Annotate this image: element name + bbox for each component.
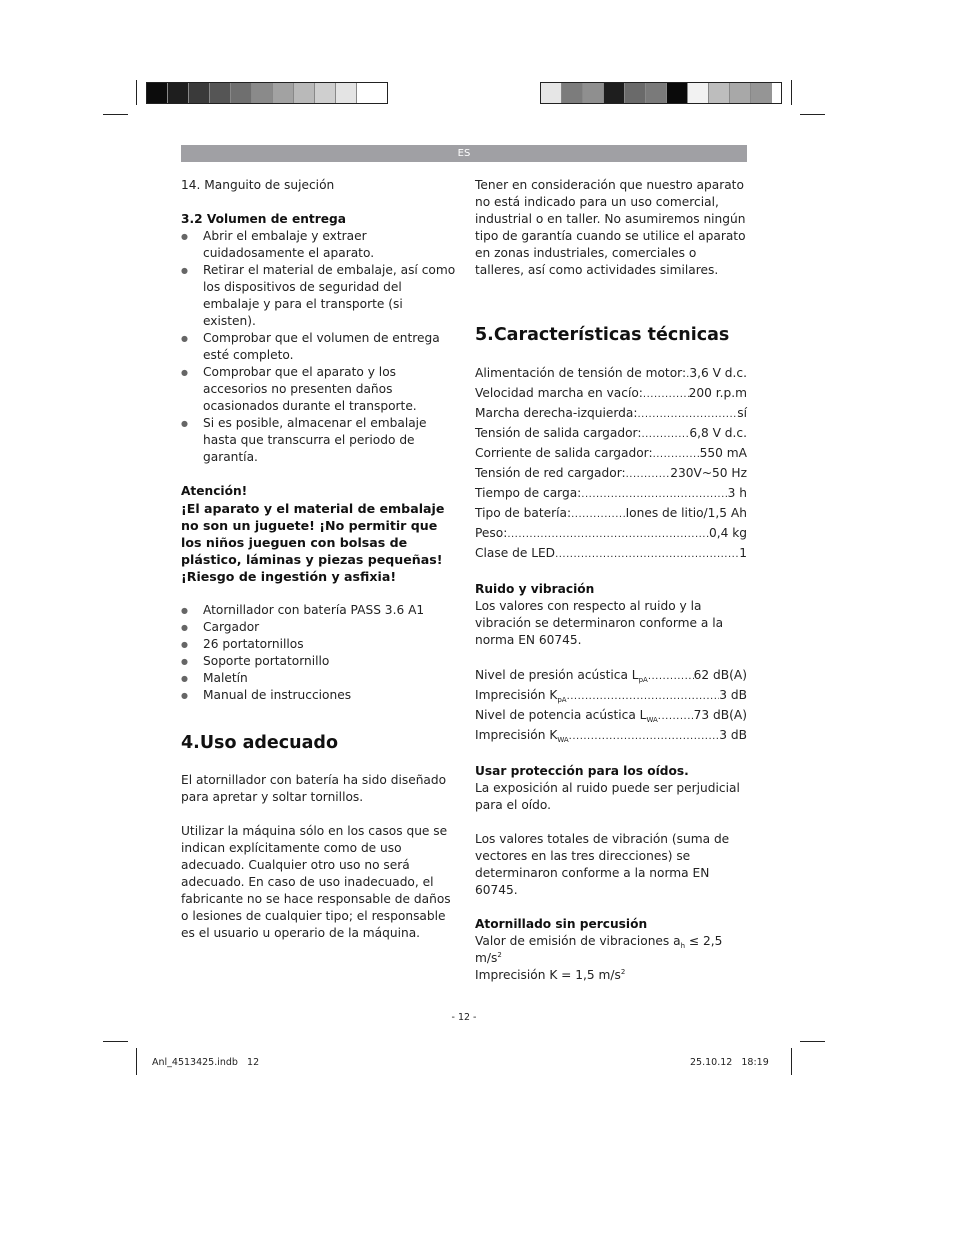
list-item: ● Manual de instrucciones	[181, 687, 456, 704]
crop-mark	[791, 80, 792, 105]
list-item: ● Soporte portatornillo	[181, 653, 456, 670]
noise-row	[475, 706, 747, 726]
color-swatch	[273, 83, 294, 103]
spec-value: 0,4 kg	[708, 526, 747, 540]
spec-label: Peso:	[475, 526, 508, 540]
spec-value: 230V~50 Hz	[670, 466, 747, 480]
color-swatch	[688, 83, 709, 103]
noise-text: Los valores con respecto al ruido y la vibración se determinaron conforme a la norma EN 60745.	[475, 599, 724, 647]
crop-mark	[800, 1041, 825, 1042]
noise-label: Nivel de potencia acústica $L_{WA}$	[475, 708, 658, 724]
crop-mark	[103, 1041, 128, 1042]
crop-mark	[791, 1048, 792, 1075]
spec-row	[475, 544, 747, 564]
spec-label: Clase de LED	[475, 546, 556, 560]
leader-dots	[507, 524, 709, 544]
list-item: ● Cargador	[181, 619, 456, 636]
spec-row	[475, 484, 747, 504]
color-swatch	[625, 83, 646, 103]
delivery-steps-list	[181, 228, 456, 466]
vibration-text: Los valores totales de vibración (suma de vectores en las tres direcciones) se determinaron conforme a la norma EN 60745.	[475, 832, 730, 897]
contents-list	[181, 602, 456, 704]
ear-protection-text: La exposición al ruido puede ser perjudicial para el oído.	[475, 781, 740, 812]
section-4-paragraph-1: El atornillador con batería ha sido diseñado para apretar y soltar tornillos.	[181, 773, 447, 804]
attention-title: Atención!	[181, 484, 248, 498]
section-5-title: 5.Características técnicas	[475, 325, 730, 345]
uncertainty-value: Imprecisión K = 1,5 $m/s^2$	[475, 968, 626, 982]
spec-label: Corriente de salida cargador:	[475, 446, 653, 460]
crop-mark	[800, 114, 825, 115]
spec-label: Alimentación de tensión de motor:	[475, 366, 687, 380]
color-bar-right	[540, 82, 782, 104]
color-swatch	[730, 83, 751, 103]
noise-value: 3 dB	[719, 688, 747, 702]
spec-value: 3,6 V d.c.	[689, 366, 747, 380]
spec-value: 200 r.p.m	[688, 386, 747, 400]
spec-label: Tensión de salida cargador:	[475, 426, 642, 440]
color-bar-left	[146, 82, 388, 104]
color-swatch	[294, 83, 315, 103]
commercial-use-note: Tener en consideración que nuestro aparato no está indicado para un uso comercial, industrial o en taller. No asumiremos ningún tipo de garantía cuando se utilice el aparato en zonas industriales, comerciales o talleres, así como actividades similares.	[475, 178, 746, 277]
color-swatch	[357, 83, 378, 103]
color-swatch	[315, 83, 336, 103]
spec-label: Velocidad marcha en vacío:	[475, 386, 643, 400]
noise-title: Ruido y vibración	[475, 582, 595, 596]
color-swatch	[336, 83, 357, 103]
color-swatch	[646, 83, 667, 103]
spec-row	[475, 524, 747, 544]
crop-mark	[103, 114, 128, 115]
spec-value: 6,8 V d.c.	[689, 426, 747, 440]
noise-label: Nivel de presión acústica $L_{pA}$	[475, 668, 648, 684]
section-4-paragraph-2: Utilizar la máquina sólo en los casos que se indican explícitamente como de uso adecuado. Cualquier otro uso no será adecuado. En caso de uso inadecuado, el fabricante no se hace responsable de daños o lesiones de cualquier tipo; el responsable es el usuario u operario de la máquina.	[181, 824, 451, 940]
section-4-title: 4.Uso adecuado	[181, 733, 338, 753]
spec-row	[475, 504, 747, 524]
noise-row	[475, 666, 747, 686]
spec-value: sí	[737, 406, 747, 420]
list-item: ● Maletín	[181, 670, 456, 687]
spec-label: Tipo de batería:	[475, 506, 572, 520]
color-swatch	[147, 83, 168, 103]
noise-row	[475, 686, 747, 706]
list-item: ● 26 portatornillos	[181, 636, 456, 653]
spec-value: Iones de litio/1,5 Ah	[625, 506, 747, 520]
spec-row	[475, 364, 747, 384]
crop-mark	[136, 80, 137, 105]
color-swatch	[583, 83, 604, 103]
spec-value: 1	[739, 546, 747, 560]
leader-dots	[567, 686, 720, 706]
leader-dots	[626, 464, 671, 484]
color-swatch	[751, 83, 772, 103]
tech-specs-list	[475, 364, 747, 564]
leader-dots	[571, 504, 625, 524]
spec-row	[475, 384, 747, 404]
leader-dots	[569, 726, 720, 746]
page-number: - 12 -	[451, 1012, 477, 1023]
section-3-2-title: 3.2 Volumen de entrega	[181, 212, 346, 226]
ear-protection-title: Usar protección para los oídos.	[475, 764, 689, 778]
color-swatch	[252, 83, 273, 103]
color-swatch	[231, 83, 252, 103]
list-item: ● Abrir el embalaje y extraer cuidadosamente el aparato.	[181, 228, 456, 262]
list-item: ● Atornillador con batería PASS 3.6 A1	[181, 602, 456, 619]
noise-row	[475, 726, 747, 746]
leader-dots	[648, 666, 694, 686]
list-item: ● Comprobar que el volumen de entrega esté completo.	[181, 330, 456, 364]
noise-label: Imprecisión $K_{WA}$	[475, 728, 569, 744]
part-14: 14. Manguito de sujeción	[181, 178, 335, 192]
color-swatch	[604, 83, 625, 103]
spec-label: Tensión de red cargador:	[475, 466, 626, 480]
language-header	[181, 145, 747, 162]
leader-dots	[653, 444, 700, 464]
spec-row	[475, 404, 747, 424]
spec-row	[475, 444, 747, 464]
emission-value: Valor de emisión de vibraciones $a_h \le 2,5$ $m/s^2$	[475, 934, 723, 965]
color-swatch	[667, 83, 688, 103]
print-date: 25.10.12 18:19	[690, 1057, 769, 1068]
color-swatch	[562, 83, 583, 103]
spec-row	[475, 464, 747, 484]
color-swatch	[189, 83, 210, 103]
leader-dots	[643, 384, 689, 404]
spec-row	[475, 424, 747, 444]
leader-dots	[658, 706, 694, 726]
noise-values-list	[475, 666, 747, 746]
list-item: ● Retirar el material de embalaje, así como los dispositivos de seguridad del embalaje y para el transporte (si existen).	[181, 262, 456, 330]
spec-value: 550 mA	[699, 446, 747, 460]
color-swatch	[210, 83, 231, 103]
leader-dots	[638, 404, 738, 424]
noise-value: 3 dB	[719, 728, 747, 742]
screwing-title: Atornillado sin percusión	[475, 917, 648, 931]
noise-label: Imprecisión $K_{pA}$	[475, 688, 567, 704]
noise-value: 62 dB(A)	[693, 668, 747, 682]
spec-label: Tiempo de carga:	[475, 486, 582, 500]
right-column	[475, 177, 747, 984]
color-swatch	[168, 83, 189, 103]
leader-dots	[641, 424, 689, 444]
list-item: ● Si es posible, almacenar el embalaje hasta que transcurra el periodo de garantía.	[181, 415, 456, 466]
attention-text: ¡El aparato y el material de embalaje no son un juguete! ¡No permitir que los niños jueguen con bolsas de plástico, láminas y piezas pequeñas! ¡Riesgo de ingestión y asfixia!	[181, 501, 445, 584]
spec-label: Marcha derecha-izquierda:	[475, 406, 638, 420]
color-swatch	[541, 83, 562, 103]
language-label: ES	[457, 148, 471, 159]
leader-dots	[555, 544, 739, 564]
spec-value: 3 h	[727, 486, 747, 500]
file-name: Anl_4513425.indb 12	[152, 1057, 260, 1068]
left-column	[181, 177, 456, 942]
color-swatch	[709, 83, 730, 103]
leader-dots	[581, 484, 727, 504]
noise-value: 73 dB(A)	[693, 708, 747, 722]
list-item: ● Comprobar que el aparato y los accesorios no presenten daños ocasionados durante el transporte.	[181, 364, 456, 415]
crop-mark	[136, 1048, 137, 1075]
